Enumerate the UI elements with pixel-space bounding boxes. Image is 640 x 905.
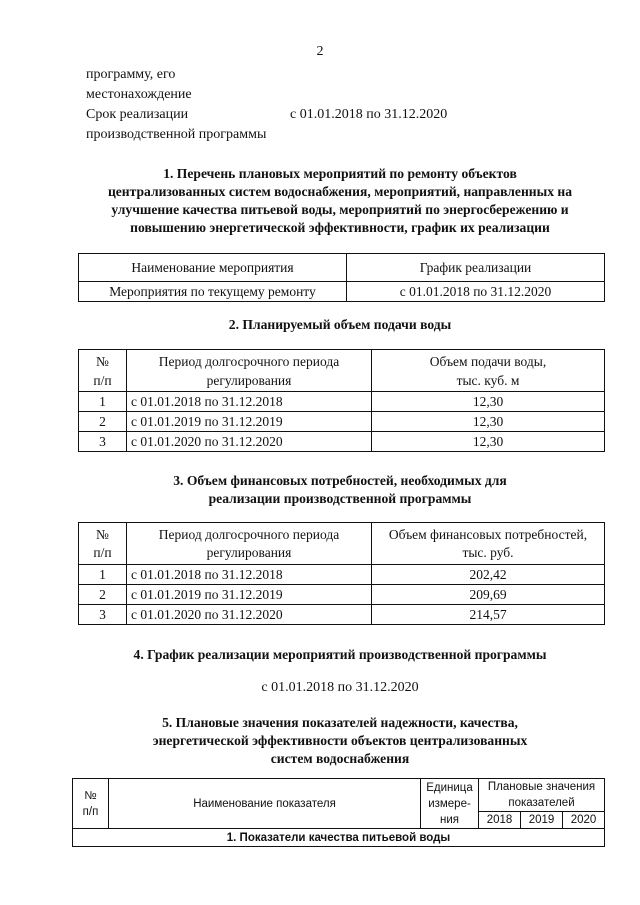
table-cell: 2	[79, 585, 127, 605]
table-row	[79, 412, 605, 432]
period-value: с 01.01.2018 по 31.12.2020	[290, 107, 448, 122]
header-line: тыс. руб.	[462, 544, 514, 560]
header-line: №	[96, 526, 109, 542]
title-line: 5. Плановые значения показателей надежности, качества,	[162, 715, 518, 730]
header-line: Период долгосрочного периода	[158, 353, 340, 369]
column-header	[73, 779, 109, 829]
header-line: Объем финансовых потребностей,	[388, 526, 588, 542]
table-cell: с 01.01.2018 по 31.12.2018	[127, 392, 372, 412]
table-row	[79, 432, 605, 452]
section5-title	[60, 714, 620, 768]
header-line: №	[84, 789, 97, 802]
column-header	[79, 350, 127, 392]
header-line: показателей	[508, 797, 575, 809]
title-line: реализации производственной программы	[208, 491, 472, 506]
table-row	[79, 392, 605, 412]
header-line: п/п	[93, 372, 112, 388]
column-header	[127, 350, 372, 392]
year-header: 2020	[563, 812, 605, 829]
section1-table	[78, 253, 605, 302]
section3-title	[60, 472, 620, 508]
table-row	[79, 282, 605, 302]
table-row	[79, 565, 605, 585]
table-cell: 3	[79, 605, 127, 625]
column-header: Наименование мероприятия	[79, 254, 347, 282]
column-header	[372, 523, 605, 565]
table-cell: 202,42	[372, 565, 605, 585]
year-header: 2018	[479, 812, 521, 829]
header-line: п/п	[82, 805, 99, 818]
title-line: 2. Планируемый объем подачи воды	[228, 317, 452, 332]
header-line: п/п	[93, 544, 112, 560]
section1-title	[60, 165, 620, 237]
title-line: систем водоснабжения	[270, 751, 410, 766]
header-line: регулирования	[206, 544, 292, 560]
column-header	[479, 779, 605, 812]
section5-table	[72, 778, 605, 847]
table-cell: с 01.01.2020 по 31.12.2020	[127, 432, 372, 452]
section3-table	[78, 522, 605, 625]
section2-title	[60, 316, 620, 334]
title-line: 4. График реализации мероприятий производственной программы	[133, 647, 547, 662]
year-header: 2019	[521, 812, 563, 829]
table-row	[79, 585, 605, 605]
table-cell: 12,30	[372, 432, 605, 452]
table-cell: 209,69	[372, 585, 605, 605]
column-header	[372, 350, 605, 392]
table-cell: 2	[79, 412, 127, 432]
table-cell: 214,57	[372, 605, 605, 625]
table-row	[79, 605, 605, 625]
header-line: Плановые значения	[487, 781, 596, 793]
section4-title	[60, 646, 620, 664]
table-cell: 1	[79, 565, 127, 585]
title-line: централизованных систем водоснабжения, мероприятий, направленных на	[107, 184, 573, 199]
title-line: 3. Объем финансовых потребностей, необходимых для	[173, 473, 507, 488]
column-header	[127, 523, 372, 565]
table-cell: с 01.01.2018 по 31.12.2020	[347, 282, 605, 302]
table-cell: с 01.01.2019 по 31.12.2019	[127, 585, 372, 605]
intro-block	[86, 65, 266, 145]
period-label: производственной программы	[86, 127, 267, 142]
column-header	[421, 779, 479, 829]
title-line: 1. Перечень плановых мероприятий по ремонту объектов	[163, 166, 517, 181]
section2-table	[78, 349, 605, 452]
header-line: Объем подачи воды,	[429, 353, 547, 369]
subsection-title: 1. Показатели качества питьевой воды	[73, 829, 605, 847]
header-line: Единица	[426, 781, 473, 794]
page-number: 2	[316, 44, 324, 59]
header-line: измере-	[428, 797, 471, 810]
title-line: повышению энергетической эффективности, график их реализации	[130, 220, 550, 235]
title-line: энергетической эффективности объектов централизованных	[152, 733, 528, 748]
table-cell: с 01.01.2020 по 31.12.2020	[127, 605, 372, 625]
table-cell: с 01.01.2018 по 31.12.2018	[127, 565, 372, 585]
intro-line: местонахождение	[86, 87, 192, 102]
table-cell: с 01.01.2019 по 31.12.2019	[127, 412, 372, 432]
section4-period: с 01.01.2018 по 31.12.2020	[261, 680, 419, 695]
header-line: тыс. куб. м	[456, 372, 520, 388]
table-cell: 12,30	[372, 392, 605, 412]
header-line: №	[96, 353, 109, 369]
column-header: График реализации	[347, 254, 605, 282]
header-line: Период долгосрочного периода	[158, 526, 340, 542]
column-header: Наименование показателя	[109, 779, 421, 829]
header-line: ния	[439, 813, 459, 826]
table-cell: 3	[79, 432, 127, 452]
column-header	[79, 523, 127, 565]
table-cell: 12,30	[372, 412, 605, 432]
intro-line: программу, его	[86, 67, 176, 82]
table-cell: Мероприятия по текущему ремонту	[79, 282, 347, 302]
table-cell: 1	[79, 392, 127, 412]
title-line: улучшение качества питьевой воды, мероприятий по энергосбережению и	[111, 202, 569, 217]
table-row	[73, 829, 605, 847]
period-label: Срок реализации	[86, 107, 189, 122]
header-line: регулирования	[206, 372, 292, 388]
